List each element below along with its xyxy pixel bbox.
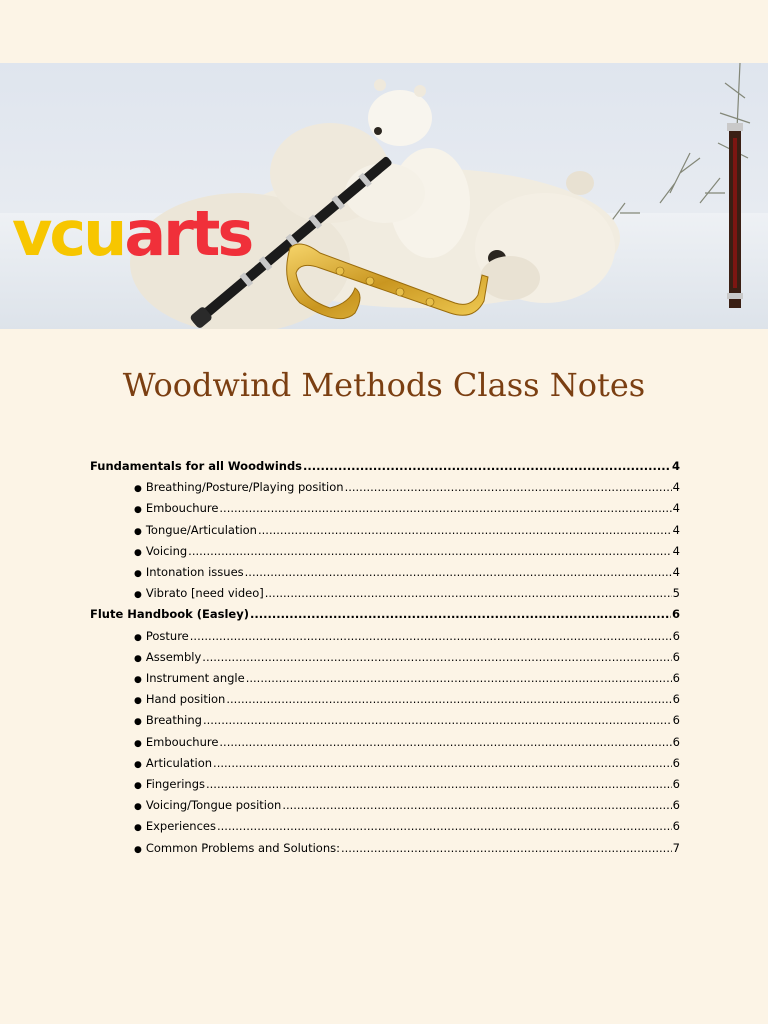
toc-leader-dots (188, 541, 672, 562)
toc-page-number: 4 (671, 459, 680, 473)
toc-page-number: 4 (672, 501, 680, 516)
toc-page-number: 4 (672, 522, 680, 537)
toc-item-label: Hand position (145, 692, 226, 707)
toc-page-number: 6 (672, 649, 680, 664)
toc-page-number: 6 (672, 819, 680, 834)
bullet-icon: ● (134, 590, 142, 601)
toc-page-number: 6 (672, 798, 680, 813)
toc-item[interactable] (134, 774, 680, 795)
toc-page-number: 4 (672, 565, 680, 579)
toc-item-label: Vibrato [need video] (145, 586, 264, 601)
toc-leader-dots (245, 562, 672, 583)
toc-leader-dots (226, 689, 671, 710)
vcuarts-logo (12, 197, 252, 270)
toc-section[interactable] (90, 604, 680, 625)
toc-page-number: 4 (672, 543, 680, 558)
bullet-icon: ● (134, 484, 142, 495)
toc-leader-dots (265, 583, 672, 604)
toc-item[interactable] (134, 838, 680, 859)
toc-page-number: 6 (672, 671, 680, 685)
toc-item-label: Voicing (145, 543, 188, 558)
toc-item[interactable] (134, 498, 680, 519)
toc-page-number: 6 (672, 628, 680, 643)
toc-page-number: 6 (672, 777, 680, 791)
header-banner (0, 63, 768, 329)
toc-page-number: 6 (671, 607, 680, 622)
toc-page-number: 4 (672, 480, 680, 495)
toc-item[interactable] (134, 562, 680, 583)
bullet-icon: ● (134, 802, 142, 813)
logo-vcu: vcu (12, 197, 125, 270)
toc-leader-dots (250, 604, 671, 625)
toc-item-label: Embouchure (145, 734, 219, 749)
bullet-icon: ● (134, 717, 142, 728)
toc-item-label: Tongue/Articulation (145, 522, 257, 537)
bullet-icon: ● (134, 526, 142, 537)
toc-page-number: 6 (672, 692, 680, 707)
toc-item-label: Intonation issues (145, 565, 244, 579)
toc-leader-dots (282, 795, 671, 816)
toc-item[interactable] (134, 583, 680, 604)
polar-bears-banner-image (0, 63, 768, 329)
toc-leader-dots (219, 498, 671, 519)
toc-item[interactable] (134, 689, 680, 710)
toc-page-number: 7 (672, 840, 680, 855)
toc-leader-dots (206, 774, 672, 795)
toc-item[interactable] (134, 520, 680, 541)
toc-item[interactable] (134, 626, 680, 647)
toc-leader-dots (190, 626, 672, 647)
toc-item-label: Breathing (145, 713, 202, 728)
toc-item-label: Instrument angle (145, 671, 245, 685)
toc-leader-dots (217, 816, 672, 837)
bullet-icon: ● (134, 738, 142, 749)
bullet-icon: ● (134, 844, 142, 855)
bullet-icon: ● (134, 781, 142, 791)
toc-item[interactable] (134, 753, 680, 774)
document-title: Woodwind Methods Class Notes (122, 366, 646, 404)
toc-item[interactable] (134, 732, 680, 753)
toc-leader-dots (202, 647, 671, 668)
toc-item[interactable] (134, 795, 680, 816)
toc-item[interactable] (134, 541, 680, 562)
toc-item[interactable] (134, 477, 680, 498)
toc-leader-dots (341, 838, 672, 859)
toc-leader-dots (203, 710, 672, 731)
toc-item-label: Voicing/Tongue position (145, 798, 282, 813)
toc-item[interactable] (134, 710, 680, 731)
bullet-icon: ● (134, 696, 142, 707)
toc-page-number: 6 (672, 734, 680, 749)
bullet-icon: ● (134, 675, 142, 685)
toc-item-label: Assembly (145, 649, 202, 664)
toc-page-number: 6 (672, 755, 680, 770)
toc-item-label: Breathing/Posture/Playing position (145, 480, 344, 495)
bullet-icon: ● (134, 569, 142, 579)
toc-item-label: Fingerings (145, 777, 205, 791)
toc-leader-dots (213, 753, 672, 774)
toc-section-label: Fundamentals for all Woodwinds (90, 459, 303, 473)
toc-item-label: Embouchure (145, 501, 219, 516)
toc-page-number: 6 (672, 713, 680, 728)
bullet-icon: ● (134, 505, 142, 516)
bullet-icon: ● (134, 823, 142, 834)
toc-section[interactable] (90, 456, 680, 477)
toc-leader-dots (246, 668, 672, 689)
toc-page-number: 5 (672, 586, 680, 601)
bassoon-image (727, 123, 743, 308)
toc-item[interactable] (134, 816, 680, 837)
toc-section-label: Flute Handbook (Easley) (90, 607, 249, 622)
toc-leader-dots (303, 456, 671, 477)
bullet-icon: ● (134, 759, 142, 770)
bullet-icon: ● (134, 547, 142, 558)
toc-leader-dots (345, 477, 672, 498)
toc-leader-dots (258, 520, 672, 541)
toc-item-label: Common Problems and Solutions: (145, 840, 340, 855)
toc-item-label: Articulation (145, 755, 213, 770)
bullet-icon: ● (134, 632, 142, 643)
toc-item[interactable] (134, 668, 680, 689)
toc-item[interactable] (134, 647, 680, 668)
bullet-icon: ● (134, 653, 142, 664)
logo-arts: arts (124, 197, 252, 270)
toc-item-label: Posture (145, 628, 189, 643)
toc-leader-dots (219, 732, 671, 753)
toc-item-label: Experiences (145, 819, 216, 834)
